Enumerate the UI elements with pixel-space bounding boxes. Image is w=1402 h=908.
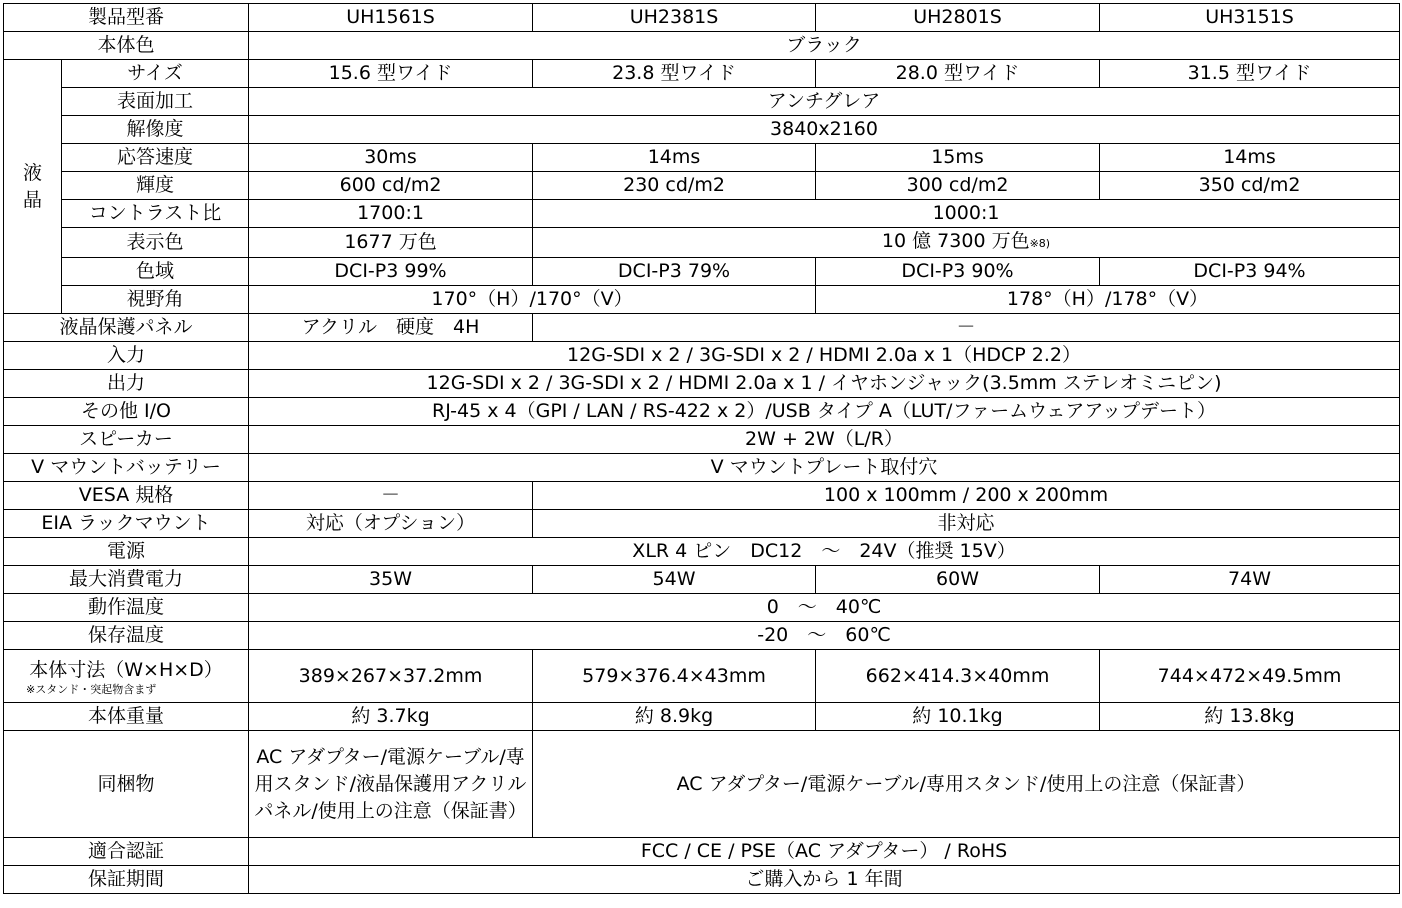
value-warranty: ご購入から 1 年間 xyxy=(249,866,1400,894)
label-colors: 表示色 xyxy=(62,228,249,258)
row-protect-panel xyxy=(4,314,1400,342)
brightness-1: 600 cd/m2 xyxy=(249,172,533,200)
vesa-first: － xyxy=(249,482,533,510)
value-surface: アンチグレア xyxy=(249,88,1400,116)
weight-2: 約 8.9kg xyxy=(533,703,816,731)
colors-rest-text: 10 億 7300 万色 xyxy=(881,230,1030,252)
label-eia: EIA ラックマウント xyxy=(4,510,249,538)
max-power-4: 74W xyxy=(1100,566,1400,594)
row-op-temp xyxy=(4,594,1400,622)
colors-first: 1677 万色 xyxy=(249,228,533,258)
dimensions-1: 389×267×37.2mm xyxy=(249,650,533,703)
dimensions-note: ※スタンド・突起物含まず xyxy=(26,682,157,696)
vesa-rest: 100 x 100mm / 200 x 200mm xyxy=(533,482,1400,510)
model-4: UH3151S xyxy=(1100,4,1400,32)
protect-panel-first: アクリル 硬度 4H xyxy=(249,314,533,342)
row-viewing xyxy=(4,286,1400,314)
row-weight xyxy=(4,703,1400,731)
label-op-temp: 動作温度 xyxy=(4,594,249,622)
bundle-rest: AC アダプター/電源ケーブル/専用スタンド/使用上の注意（保証書） xyxy=(533,731,1400,838)
label-speaker: スピーカー xyxy=(4,426,249,454)
row-colors xyxy=(4,228,1400,258)
model-3: UH2801S xyxy=(816,4,1100,32)
bundle-first: AC アダプター/電源ケーブル/専用スタンド/液晶保護用アクリルパネル/使用上の注意（保証書） xyxy=(249,731,533,838)
row-storage-temp xyxy=(4,622,1400,650)
row-gamut xyxy=(4,258,1400,286)
row-surface xyxy=(4,88,1400,116)
protect-panel-rest: － xyxy=(533,314,1400,342)
lcd-group-char-1: 液 xyxy=(22,161,42,184)
lcd-group-label xyxy=(4,60,62,314)
label-max-power: 最大消費電力 xyxy=(4,566,249,594)
row-response xyxy=(4,144,1400,172)
model-1: UH1561S xyxy=(249,4,533,32)
value-resolution: 3840x2160 xyxy=(249,116,1400,144)
label-certification: 適合認証 xyxy=(4,838,249,866)
label-contrast: コントラスト比 xyxy=(62,200,249,228)
label-dimensions xyxy=(4,650,249,703)
value-speaker: 2W + 2W（L/R） xyxy=(249,426,1400,454)
row-body-color xyxy=(4,32,1400,60)
label-output: 出力 xyxy=(4,370,249,398)
label-vesa: VESA 規格 xyxy=(4,482,249,510)
brightness-3: 300 cd/m2 xyxy=(816,172,1100,200)
label-model: 製品型番 xyxy=(4,4,249,32)
max-power-1: 35W xyxy=(249,566,533,594)
label-power: 電源 xyxy=(4,538,249,566)
contrast-first: 1700:1 xyxy=(249,200,533,228)
row-model xyxy=(4,4,1400,32)
colors-rest xyxy=(533,228,1400,258)
row-max-power xyxy=(4,566,1400,594)
response-2: 14ms xyxy=(533,144,816,172)
size-1: 15.6 型ワイド xyxy=(249,60,533,88)
max-power-2: 54W xyxy=(533,566,816,594)
row-certification xyxy=(4,838,1400,866)
response-1: 30ms xyxy=(249,144,533,172)
label-size: サイズ xyxy=(62,60,249,88)
viewing-rest: 178°（H）/178°（V） xyxy=(816,286,1400,314)
value-other-io: RJ-45 x 4（GPI / LAN / RS-422 x 2）/USB タイプ A（LUT/ファームウェアアップデート） xyxy=(249,398,1400,426)
row-input xyxy=(4,342,1400,370)
value-certification: FCC / CE / PSE（AC アダプター） / RoHS xyxy=(249,838,1400,866)
brightness-4: 350 cd/m2 xyxy=(1100,172,1400,200)
row-power xyxy=(4,538,1400,566)
size-3: 28.0 型ワイド xyxy=(816,60,1100,88)
label-brightness: 輝度 xyxy=(62,172,249,200)
size-2: 23.8 型ワイド xyxy=(533,60,816,88)
row-dimensions xyxy=(4,650,1400,703)
label-weight: 本体重量 xyxy=(4,703,249,731)
viewing-first: 170°（H）/170°（V） xyxy=(249,286,816,314)
value-body-color: ブラック xyxy=(249,32,1400,60)
max-power-3: 60W xyxy=(816,566,1100,594)
row-speaker xyxy=(4,426,1400,454)
lcd-group-char-2: 晶 xyxy=(22,188,42,211)
label-surface: 表面加工 xyxy=(62,88,249,116)
response-3: 15ms xyxy=(816,144,1100,172)
colors-footnote: ※8) xyxy=(1029,237,1051,250)
label-storage-temp: 保存温度 xyxy=(4,622,249,650)
label-resolution: 解像度 xyxy=(62,116,249,144)
row-warranty xyxy=(4,866,1400,894)
dimensions-4: 744×472×49.5mm xyxy=(1100,650,1400,703)
model-2: UH2381S xyxy=(533,4,816,32)
value-v-mount: V マウントプレート取付穴 xyxy=(249,454,1400,482)
label-protect-panel: 液晶保護パネル xyxy=(4,314,249,342)
gamut-3: DCI-P3 90% xyxy=(816,258,1100,286)
label-gamut: 色域 xyxy=(62,258,249,286)
row-bundle xyxy=(4,731,1400,838)
label-warranty: 保証期間 xyxy=(4,866,249,894)
label-other-io: その他 I/O xyxy=(4,398,249,426)
gamut-1: DCI-P3 99% xyxy=(249,258,533,286)
size-4: 31.5 型ワイド xyxy=(1100,60,1400,88)
dimensions-3: 662×414.3×40mm xyxy=(816,650,1100,703)
row-resolution xyxy=(4,116,1400,144)
row-output xyxy=(4,370,1400,398)
spec-table xyxy=(3,3,1400,894)
label-body-color: 本体色 xyxy=(4,32,249,60)
label-v-mount: V マウントバッテリー xyxy=(4,454,249,482)
contrast-rest: 1000:1 xyxy=(533,200,1400,228)
weight-4: 約 13.8kg xyxy=(1100,703,1400,731)
response-4: 14ms xyxy=(1100,144,1400,172)
brightness-2: 230 cd/m2 xyxy=(533,172,816,200)
gamut-4: DCI-P3 94% xyxy=(1100,258,1400,286)
weight-1: 約 3.7kg xyxy=(249,703,533,731)
row-eia xyxy=(4,510,1400,538)
value-op-temp: 0 ～ 40℃ xyxy=(249,594,1400,622)
label-response: 応答速度 xyxy=(62,144,249,172)
dimensions-label-text: 本体寸法（W×H×D） xyxy=(29,658,223,681)
label-bundle: 同梱物 xyxy=(4,731,249,838)
value-storage-temp: -20 ～ 60℃ xyxy=(249,622,1400,650)
row-other-io xyxy=(4,398,1400,426)
row-lcd-size xyxy=(4,60,1400,88)
gamut-2: DCI-P3 79% xyxy=(533,258,816,286)
value-output: 12G-SDI x 2 / 3G-SDI x 2 / HDMI 2.0a x 1 / イヤホンジャック(3.5mm ステレオミニピン) xyxy=(249,370,1400,398)
eia-rest: 非対応 xyxy=(533,510,1400,538)
eia-first: 対応（オプション） xyxy=(249,510,533,538)
row-contrast xyxy=(4,200,1400,228)
value-input: 12G-SDI x 2 / 3G-SDI x 2 / HDMI 2.0a x 1（HDCP 2.2） xyxy=(249,342,1400,370)
label-input: 入力 xyxy=(4,342,249,370)
value-power: XLR 4 ピン DC12 ～ 24V（推奨 15V） xyxy=(249,538,1400,566)
label-viewing: 視野角 xyxy=(62,286,249,314)
row-v-mount xyxy=(4,454,1400,482)
dimensions-2: 579×376.4×43mm xyxy=(533,650,816,703)
weight-3: 約 10.1kg xyxy=(816,703,1100,731)
row-vesa xyxy=(4,482,1400,510)
row-brightness xyxy=(4,172,1400,200)
